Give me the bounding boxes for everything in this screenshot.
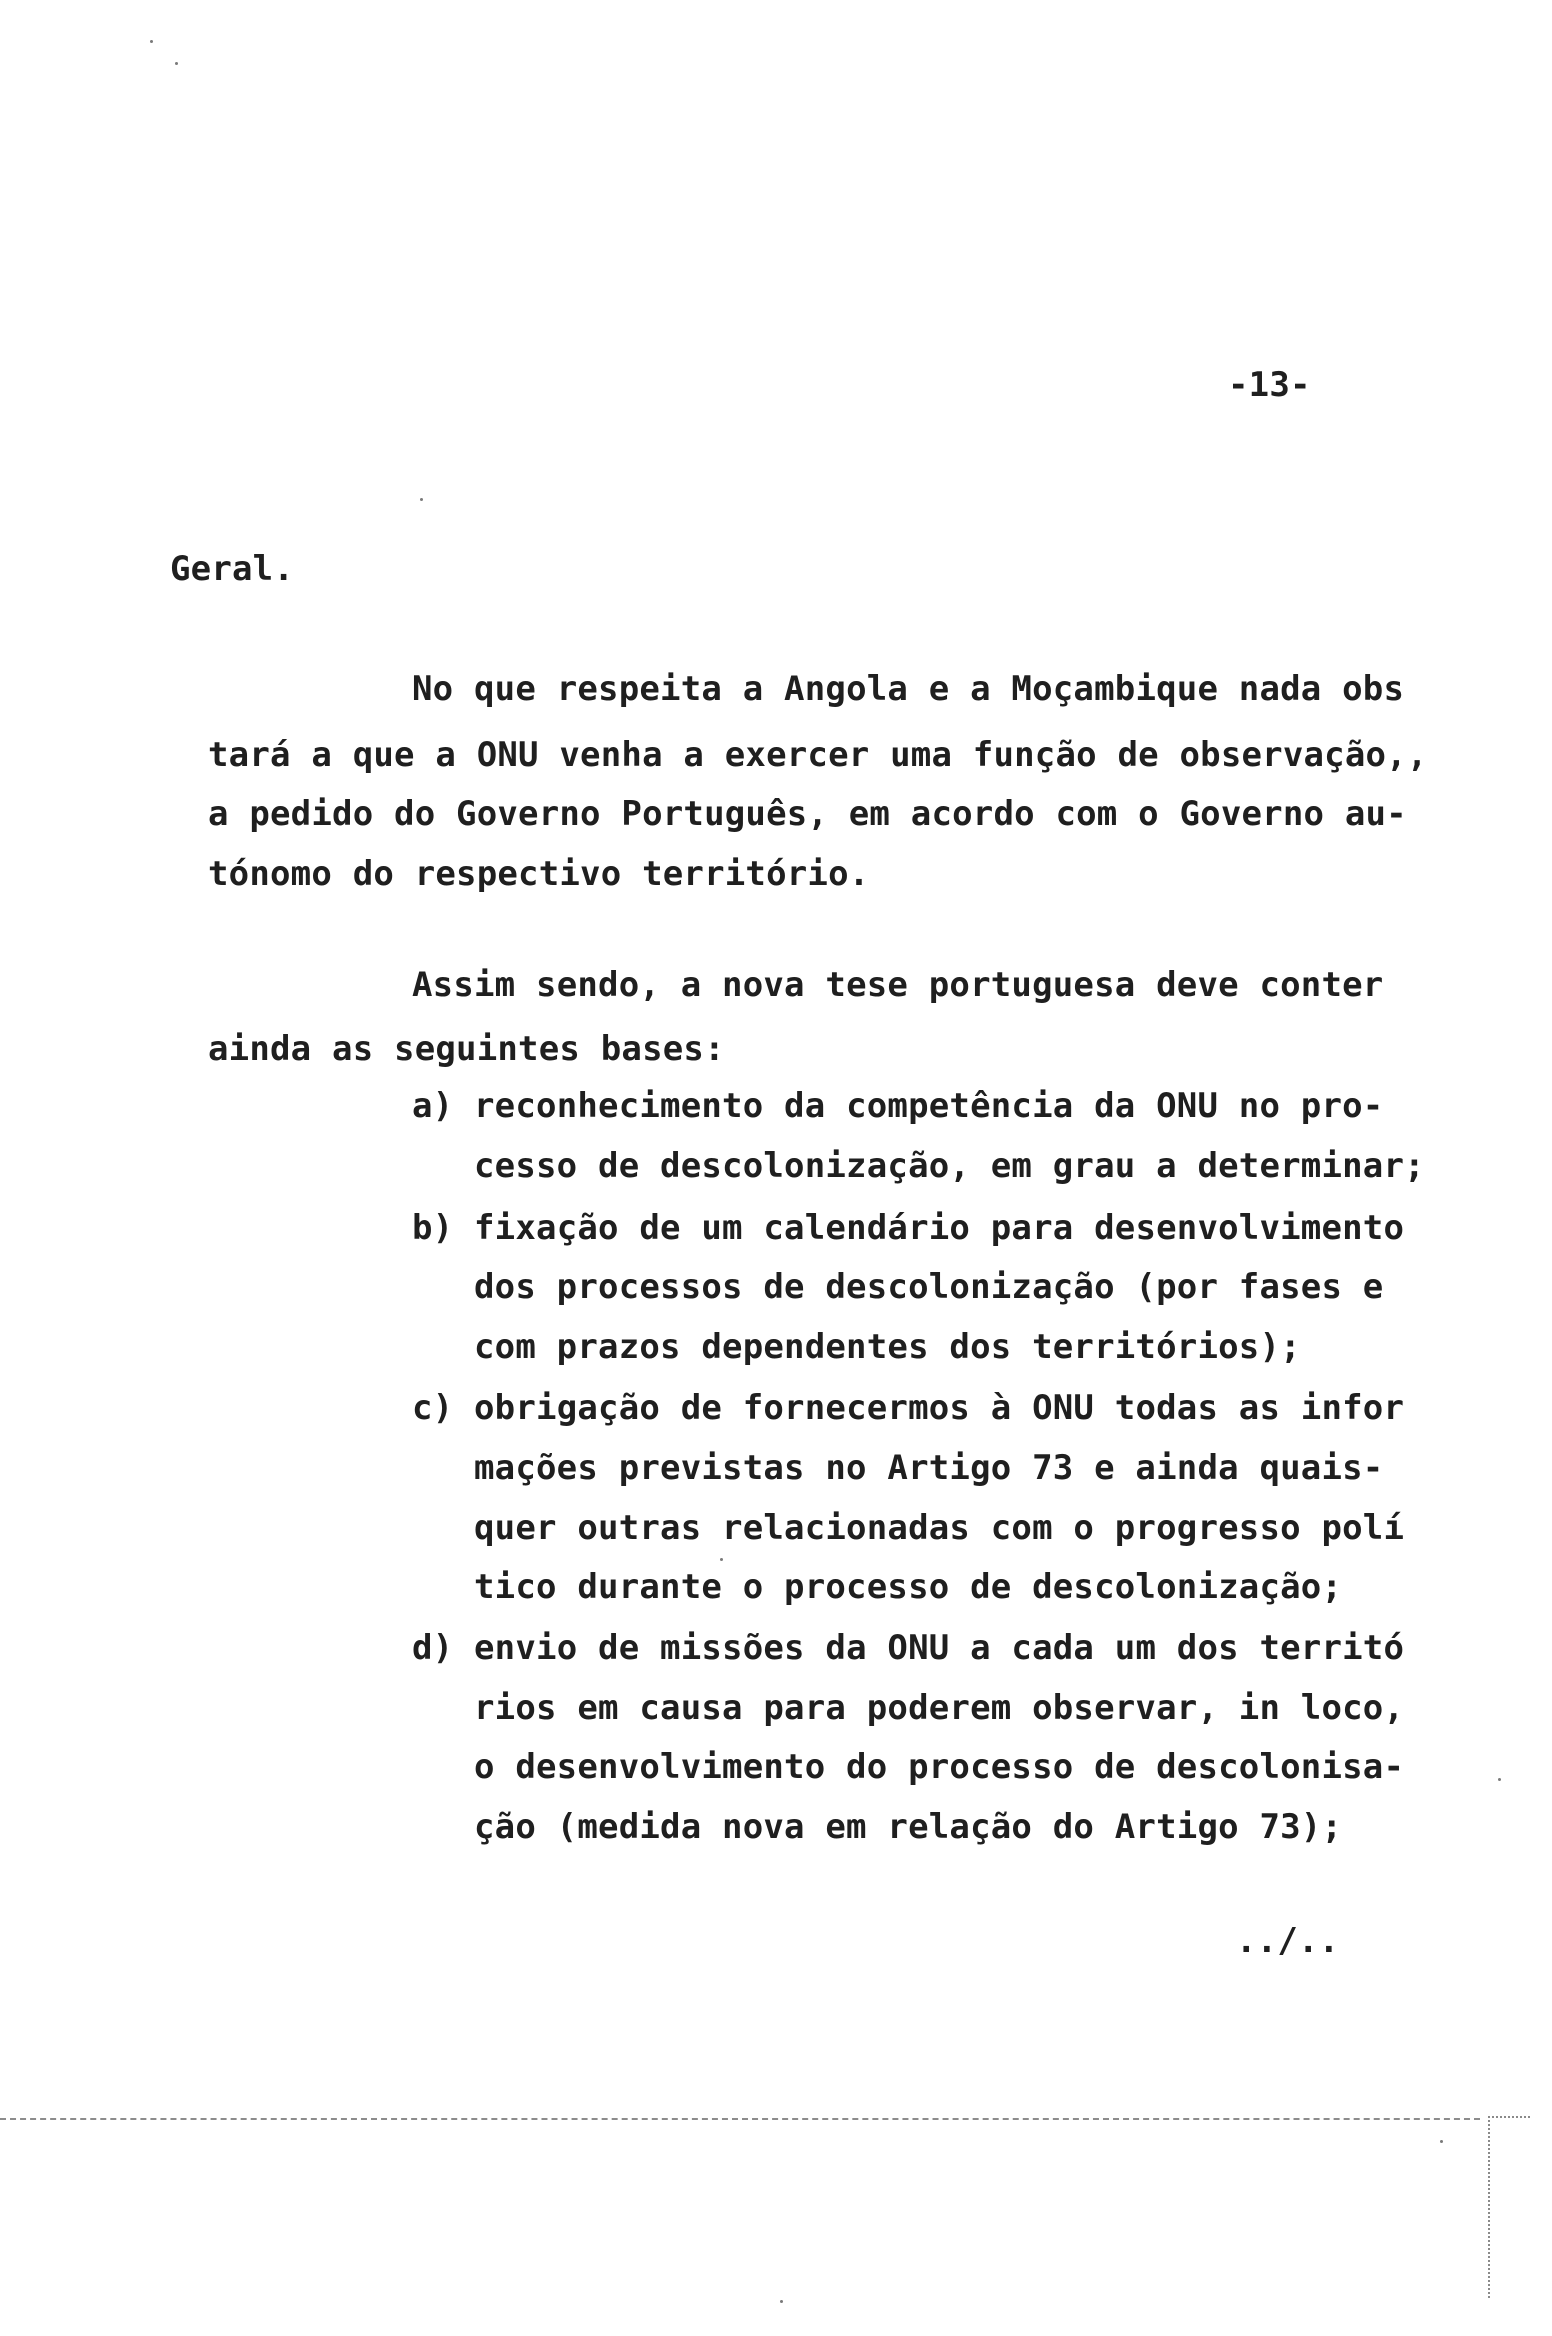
list-item-c: c) obrigação de fornecermos à ONU todas as infor <box>412 1388 1405 1428</box>
continuation-mark: ../.. <box>1236 1921 1340 1961</box>
page-edge-line <box>0 2118 1480 2120</box>
text-line: o desenvolvimento do processo de descolonisa- <box>474 1747 1405 1787</box>
text-line: dos processos de descolonização (por fases e <box>474 1267 1384 1307</box>
scan-speck <box>175 62 178 65</box>
list-item-b: b) fixação de um calendário para desenvolvimento <box>412 1208 1405 1248</box>
list-item-d: d) envio de missões da ONU a cada um dos territó <box>412 1628 1405 1668</box>
scan-speck <box>1498 1778 1501 1781</box>
scan-speck <box>150 40 153 43</box>
text-line: Assim sendo, a nova tese portuguesa deve conter <box>412 965 1384 1005</box>
scan-speck <box>420 498 423 501</box>
text-line: quer outras relacionadas com o progresso polí <box>474 1508 1405 1548</box>
text-line: tónomo do respectivo território. <box>208 854 870 894</box>
scan-speck <box>720 1558 723 1561</box>
text-line: tará a que a ONU venha a exercer uma função de observação,, <box>208 735 1428 775</box>
text-line: No que respeita a Angola e a Moçambique nada obs <box>412 669 1405 709</box>
scan-edge-mark <box>1488 2116 1530 2298</box>
text-line: ainda as seguintes bases: <box>208 1029 725 1069</box>
scan-speck <box>1440 2140 1443 2143</box>
text-line: rios em causa para poderem observar, in loco, <box>474 1688 1405 1728</box>
text-line: tico durante o processo de descolonização; <box>474 1567 1343 1607</box>
text-line: com prazos dependentes dos territórios); <box>474 1327 1301 1367</box>
text-line: cesso de descolonização, em grau a determinar; <box>474 1146 1425 1186</box>
text-line: ção (medida nova em relação do Artigo 73); <box>474 1807 1343 1847</box>
list-item-a: a) reconhecimento da competência da ONU no pro- <box>412 1086 1384 1126</box>
text-line: Geral. <box>170 549 295 589</box>
page-number: -13- <box>1228 365 1311 405</box>
text-line: mações previstas no Artigo 73 e ainda quais- <box>474 1448 1384 1488</box>
scan-speck <box>780 2300 783 2303</box>
text-line: a pedido do Governo Português, em acordo com o Governo au- <box>208 794 1407 834</box>
